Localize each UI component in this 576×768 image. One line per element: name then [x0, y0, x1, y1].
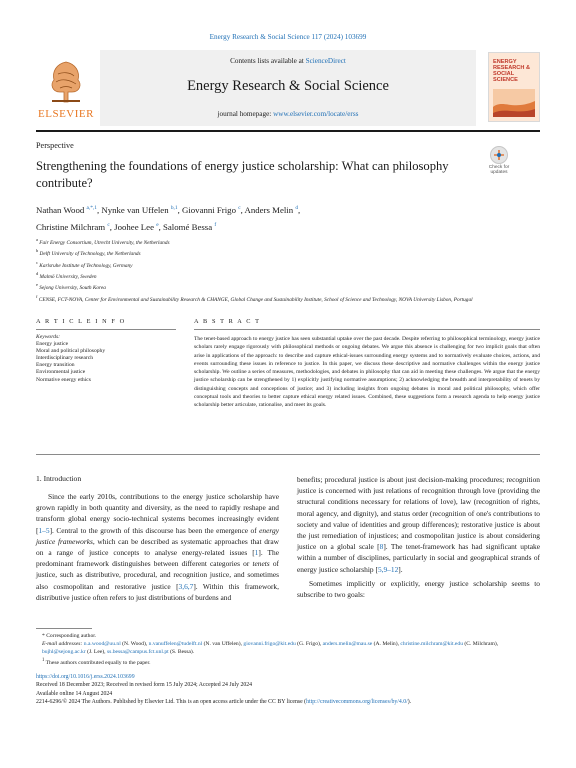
- journal-title: Energy Research & Social Science: [187, 78, 389, 94]
- equal-contribution-note: $^1$ These authors contributed equally to the paper.: [42, 657, 151, 666]
- crossmark-badge[interactable]: [484, 146, 514, 180]
- contents-line: [100, 57, 476, 65]
- contents-prefix: Contents lists available at: [230, 57, 306, 65]
- body-column-right: [297, 474, 540, 600]
- footnote-rule: [36, 628, 92, 629]
- homepage-line: [100, 110, 476, 118]
- publication-meta: [36, 673, 540, 707]
- body-column-left: [36, 491, 279, 603]
- journal-banner: [100, 50, 476, 126]
- license-line: 2214-6296/© 2024 The Authors. Published by Elsevier Ltd. This is an open access article under the CC BY license (http://creativecommons.org/licenses/by/4.0/).: [36, 699, 412, 706]
- author-list: Nathan Wood $^{a,*,1}$, Nynke van Uffelen $^{b,1}$, Giovanni Frigo $^c$, Anders Melin $^d$, Christine Milchram $^c$, Joohee Lee $^e$, Salomé Bessa $^f$: [36, 204, 301, 232]
- author[interactable]: Christine Milchram $^c$: [36, 221, 110, 232]
- keyword: Interdisciplinary research: [36, 355, 93, 362]
- affiliation: $^f$ CENSE, FCT-NOVA, Center for Environmental and Sustainability Research & CHANGE, Global Change and Sustainability Institute, School of Science and Technology, NOVA University Lisbon, Portugal: [36, 293, 473, 303]
- crossmark-label: Check for updates: [488, 165, 510, 176]
- citation-link[interactable]: 3,6,7: [178, 581, 194, 591]
- article-info-heading: A R T I C L E I N F O: [36, 318, 126, 325]
- affiliation: $^a$ Fair Energy Consortium, Utrecht University, the Netherlands: [36, 237, 170, 246]
- email-link[interactable]: giovanni.frigo@kit.edu: [243, 641, 296, 648]
- keyword: Energy justice: [36, 341, 69, 348]
- license-link[interactable]: http://creativecommons.org/licenses/by/4.0/: [306, 699, 408, 706]
- email-link[interactable]: n.vanuffelen@tudelft.nl: [148, 641, 203, 648]
- citation-link[interactable]: 5,9–12: [377, 564, 399, 574]
- author[interactable]: Giovanni Frigo $^c$: [181, 204, 241, 215]
- footnotes: [36, 632, 540, 667]
- affiliation: $^e$ Sejong University, South Korea: [36, 282, 106, 292]
- author[interactable]: Anders Melin $^d$: [244, 204, 299, 215]
- corresponding-author-note: * Corresponding author.: [42, 633, 97, 639]
- journal-homepage-link[interactable]: www.elsevier.com/locate/erss: [273, 110, 359, 118]
- elsevier-tree-icon: [46, 56, 86, 104]
- journal-cover-thumbnail[interactable]: [488, 52, 540, 122]
- author[interactable]: Nathan Wood $^{a,*,1}$: [36, 204, 97, 215]
- author[interactable]: Salomé Bessa $^f$: [163, 221, 217, 232]
- doi-link[interactable]: https://doi.org/10.1016/j.erss.2024.103699: [36, 674, 135, 680]
- email-link[interactable]: anders.melin@mau.se: [322, 641, 373, 648]
- email-link[interactable]: ss.bessa@campus.fct.unl.pt: [106, 649, 169, 656]
- crossmark-icon: [490, 146, 508, 164]
- email-link[interactable]: christine.milchram@kit.edu: [400, 641, 464, 648]
- affiliation: $^c$ Karlsruhe Institute of Technology, Germany: [36, 259, 133, 269]
- cover-title: ENERGY RESEARCH & SOCIAL SCIENCE: [493, 59, 530, 83]
- intro-paragraph-1: Since the early 2010s, contributions to the energy justice scholarship have grown rapidly in both quantity and diversity, as the need to rapidly reshape and transform global energy socio-technical systems becomes increasingly evident [1–5]. Central to the growth of this discourse has been the emergence of energy justice frameworks, which can be described as systematic approaches that draw on a range of justice concepts to analyse energy-related issues [1]. The predominant framework distinguishes between different categories or tenets of justice, such as distributive, procedural, and recognition justice, and sometimes also cosmopolitan and restorative justice [3,6,7]. Within this framework, distributive justice often refers to just distributions of burdens and: [36, 492, 279, 602]
- publisher-logo-text: ELSEVIER: [38, 108, 94, 120]
- masthead-rule: [36, 130, 540, 132]
- article-dates: Received 18 December 2023; Received in revised form 15 July 2024; Accepted 24 July 2024: [36, 682, 253, 689]
- keywords-block: [36, 334, 176, 384]
- journal-citation-header[interactable]: Energy Research & Social Science 117 (2024) 103699: [209, 33, 367, 41]
- paper-title: Strengthening the foundations of energy justice scholarship: What can philosophy contribute?: [36, 159, 449, 190]
- article-info-rule: [36, 329, 176, 330]
- abstract-text: The tenet-based approach to energy justice has seen substantial uptake over the past decade. Despite referring to philosophical terminology, energy justice scholars rarely engage rigorously with philosophical methods or ongoing debates. We argue this absence is challenging for two implicit goals that often arise in applications of the approach: to describe and capture ethical-issues surrounding energy systems and to normatively evaluate choices, actions, and events surrounding these issues in reference to justice. In this paper, we discuss these descriptive and normative challenges within the energy justice scholarship. We outline a series of measures, methodologies, and debates in philosophy that can aid in meeting these challenges. We argue that the energy justice scholarship can be strengthened by 1) explicitly justifying normative assumptions; 2) acknowledging the breadth and interpretability of tenets by distinguishing concepts and conceptions of justice; and 3) including insights from ongoing debates in moral and political philosophy, which offer conceptual tools and theories to better capture ethical energy related issues. Combined, these suggestions form a research agenda to help energy justice scholarship better articulate, rationalise, and meet its goals.: [194, 336, 540, 409]
- author[interactable]: Nynke van Uffelen $^{b,1}$: [101, 204, 178, 215]
- citation-link[interactable]: 8: [379, 542, 384, 552]
- section-title-introduction: 1. Introduction: [36, 474, 82, 483]
- affiliation: $^b$ Delft University of Technology, the Netherlands: [36, 248, 141, 258]
- keyword: Environmental justice: [36, 369, 86, 376]
- author[interactable]: Joohee Lee $^e$: [114, 221, 159, 232]
- intro-paragraph-2: Sometimes implicitly or explicitly, energy justice scholarship seems to subscribe to two goals:: [297, 578, 540, 600]
- keyword: Energy transition: [36, 362, 75, 369]
- citation-link[interactable]: 1: [254, 548, 259, 558]
- keywords-label: Keywords:: [36, 334, 61, 340]
- cover-graphic: [493, 89, 535, 117]
- abstract-heading-rule: [194, 329, 540, 330]
- affiliation: $^d$ Malmö University, Sweden: [36, 271, 97, 280]
- keyword: Normative energy ethics: [36, 376, 91, 383]
- abstract-rule: [36, 454, 540, 455]
- affiliation-list: [36, 236, 536, 304]
- journal-masthead: [36, 50, 540, 126]
- citation-link[interactable]: 1–5: [38, 525, 50, 535]
- available-online: Available online 14 August 2024: [36, 690, 113, 697]
- elsevier-logo[interactable]: [36, 54, 96, 122]
- email-link[interactable]: bujhl@sejong.ac.kr: [42, 649, 86, 656]
- abstract-heading: A B S T R A C T: [194, 318, 261, 325]
- email-addresses: E-mail addresses: n.a.wood@uu.nl (N. Wood), n.vanuffelen@tudelft.nl (N. van Uffelen), giovanni.frigo@kit.edu (G. Frigo), anders.melin@mau.se (A. Melin), christine.milchram@kit.edu (C. Milchram), bujhl@sejong.ac.kr (J. Lee), ss.bessa@campus.fct.unl.pt (S. Bessa).: [42, 641, 499, 656]
- keyword: Moral and political philosophy: [36, 348, 106, 355]
- email-link[interactable]: n.a.wood@uu.nl: [83, 641, 121, 648]
- intro-paragraph-1-cont: benefits; procedural justice is about just decision-making procedures; recognition justice is concerned with just relations of recognition through love (providing the structural conditions necessary for relations of love), law (recognition of rights, moral agency, and dignity), and status order (recognition of one's contributions to society and value of identities and group differences); restorative justice is about the just remediation of injustices; and cosmopolitan justice is about considering justice on a global scale [8]. The tenet-framework has had significant uptake within a number of disciplines, particularly in social and geographical strands of energy justice scholarship [5,9–12].: [297, 475, 540, 574]
- homepage-prefix: journal homepage:: [217, 110, 274, 118]
- article-type: Perspective: [36, 141, 74, 150]
- sciencedirect-link[interactable]: ScienceDirect: [305, 57, 346, 65]
